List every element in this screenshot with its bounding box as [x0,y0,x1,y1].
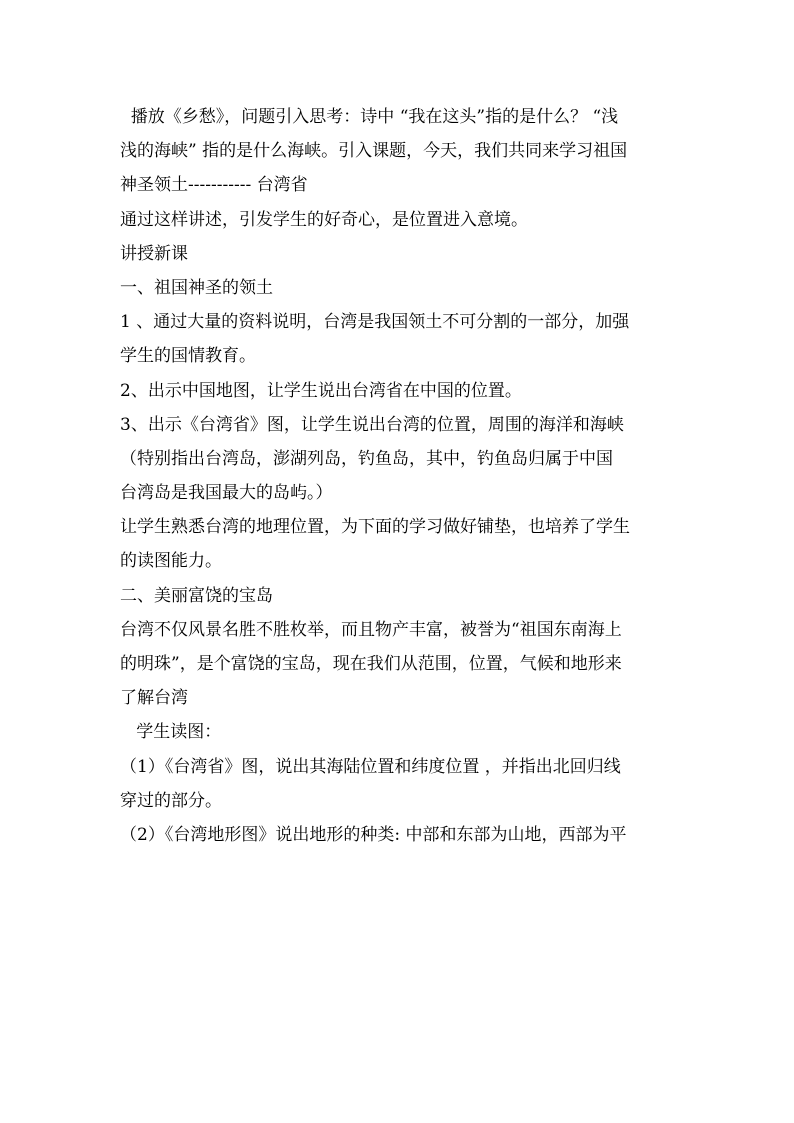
text-line: （2）《台湾地形图》说出地形的种类: 中部和东部为山地，西部为平 [120,824,627,845]
document-body [120,100,680,852]
text-line: （特别指出台湾岛，澎湖列岛，钓鱼岛，其中，钓鱼岛归属于中国 [120,448,613,469]
text-line: 浅的海峡” 指的是什么海峡。引入课题，今天，我们共同来学习祖国 [120,141,628,162]
text-line: 神圣领土----------- 台湾省 [120,175,308,196]
text-line: 的明珠”，是个富饶的宝岛，现在我们从范围，位置，气候和地形来 [120,654,622,674]
text-line: 的读图能力。 [120,551,222,572]
text-line: 学生的国情教育。 [120,346,256,367]
text-line: 了解台湾 [120,688,188,709]
text-line: 1 、通过大量的资料说明，台湾是我国领土不可分割的一部分，加强 [120,312,630,333]
text-line: 穿过的部分。 [120,790,222,811]
text-line: 台湾岛是我国最大的岛屿。） [120,483,333,504]
section-heading: 讲授新课 [120,243,188,264]
text-line: 学生读图： [120,722,222,743]
text-line: （1）《台湾省》图，说出其海陆位置和纬度位置 ，并指出北回归线 [120,756,621,777]
text-line: 让学生熟悉台湾的地理位置，为下面的学习做好铺垫，也培养了学生 [120,517,630,538]
text-line: 通过这样讲述，引发学生的好奇心，是位置进入意境。 [120,209,528,230]
section-heading: 二、美丽富饶的宝岛 [120,585,273,606]
text-line: 3、出示《台湾省》图，让学生说出台湾的位置，周围的海洋和海峡 [120,414,624,435]
text-line: 2、出示中国地图，让学生说出台湾省在中国的位置。 [120,380,522,401]
section-heading: 一、祖国神圣的领土 [120,277,273,298]
text-line: 台湾不仅风景名胜不胜枚举，而且物产丰富，被誉为“祖国东南海上 [120,619,622,640]
text-line: 播放《乡愁》，问题引入思考：诗中 “我在这头”指的是什么？ “浅 [120,107,619,127]
